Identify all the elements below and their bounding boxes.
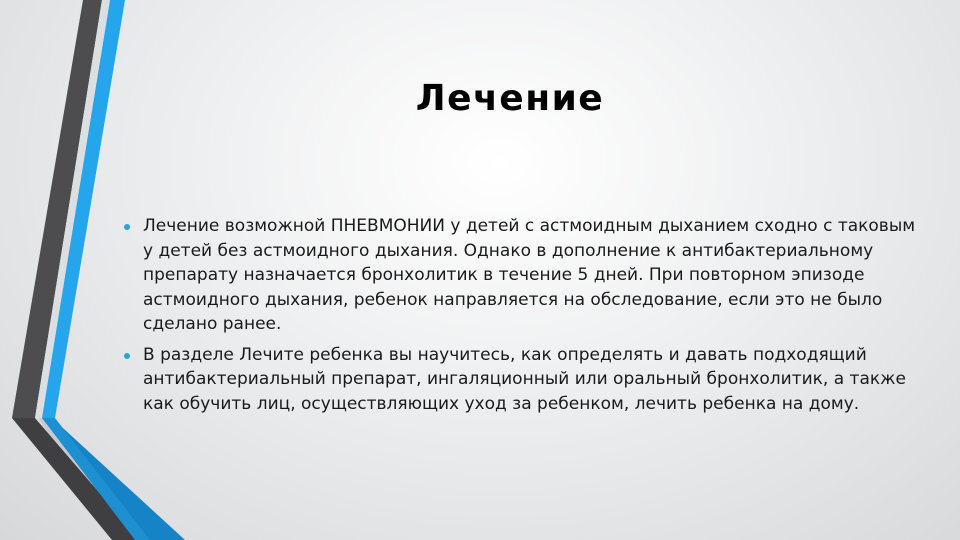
stripe-dark-diagonal-shape bbox=[12, 418, 140, 540]
bullet-text: В разделе Лечите ребенка вы научитесь, как определять и давать подходящий антибактериальный препарат, ингаляционный или оральный бронхолитик, а также как обучить лиц, осуществляющих уход за ребенком, лечить ребенка на дому. bbox=[143, 344, 906, 414]
slide-title: Лечение bbox=[415, 78, 605, 119]
bullet-item bbox=[118, 343, 918, 417]
stripe-blue-diagonal-shape bbox=[42, 418, 150, 540]
bullet-dot-icon bbox=[124, 224, 130, 230]
bullet-text: Лечение возможной ПНЕВМОНИИ у детей с астмоидным дыханием сходно с таковым у детей без астмоидного дыхания. Однако в дополнение к антибактериальному препарату назначается бронхолитик в течение 5 дней. При повторном эпизоде астмоидного дыхания, ребенок направляется на обследование, если это не было сделано ранее. bbox=[143, 216, 916, 334]
bullet-list bbox=[118, 214, 918, 422]
bullet-dot-icon bbox=[124, 353, 130, 359]
bullet-item bbox=[118, 214, 918, 337]
